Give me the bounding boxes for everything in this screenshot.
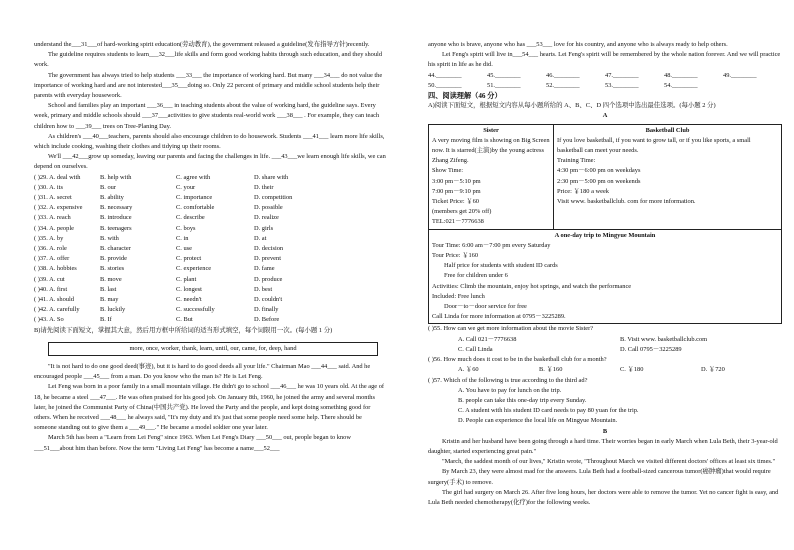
ad-line: A very moving film is showing on Big Screen now. It is starred(主演)by the young actress Zhang Zifeng. [432,136,550,165]
mcq-row: ( )36. A. role B. character C. use D. decision [34,245,284,253]
ad-line: Half price for students with student ID cards [444,262,558,270]
ad-line: 2:30 pm－5:00 pm on weekends [557,177,641,185]
left-column [34,40,386,454]
option[interactable]: B. ￥160 [539,366,563,374]
mcq-row: ( )33. A. reach B. introduce C. describe D. realize [34,214,279,222]
right-column [428,40,782,508]
option[interactable]: C. ￥180 [620,366,644,374]
answer-blank[interactable]: 49.________ [723,71,757,79]
mcq-row: ( )37. A. offer B. provide C. protect D. prevent [34,255,281,263]
ad-line: Show Time: [432,167,464,175]
cloze-paragraph: The guideline requires students to learn___32___life skills and form good working habits through such education, and they should work. [34,51,383,69]
lei-feng-paragraph: anyone who is brave, anyone who has ___53___ love for his country, and anyone who is always ready to help others. [428,41,728,48]
answer-blank[interactable]: 45.________ [487,71,521,79]
ad-line: Free for children under 6 [444,272,508,280]
passage-b-paragraph: The girl had surgery on March 26. After five long hours, her doctors were able to remove the tumor. Yet no cancer fight is easy, and Lula Beth needed chemotherapy(化疗)for the following weeks. [428,488,779,506]
ad-line: 7:00 pm－9:10 pm [432,187,481,195]
answer-blank[interactable]: 46.________ [546,71,580,79]
section-instruction: A)阅读下面短文，根据短文内容从每小题所给的 A、B、C、D 四个选项中选出最佳选项。(每小题 2 分) [428,102,716,110]
passage-b-paragraph: By March 23, they were almost mad for the answers. Lula Beth had a football-sized cancerous tumor(癌肿瘤)that would require surgery(手术) to remove. [428,468,771,486]
mcq-row: ( )34. A. people B. teenagers C. boys D. girls [34,224,274,232]
option[interactable]: C. Call Linda [458,345,493,353]
mcq-row: ( )41. A. should B. may C. needn't D. couldn't [34,296,283,304]
answer-blank[interactable]: 53.________ [605,81,639,89]
answer-blanks [428,81,782,91]
answer-blank[interactable]: 52.________ [546,81,580,89]
option[interactable]: A. ￥60 [458,366,479,374]
ad-line: Visit www. basketballclub. com for more information. [557,198,696,206]
mcq-row: ( )30. A. its B. our C. your D. their [34,183,274,191]
answer-blank[interactable]: 44.________ [428,71,462,79]
mcq-row: ( )39. A. cut B. move C. plant D. produce [34,275,283,283]
answer-blank[interactable]: 51.________ [487,81,521,89]
ad-title: A one-day trip to Mingyue Mountain [554,231,656,239]
passage-b-paragraph: Kristin and her husband have been going through a hard time. Their worries began in early March when Lula Beth, their 3-year-old daughter, started experiencing great pain." [428,437,778,455]
question-stem: ( )56. How much does it cost to be in the basketball club for a month? [428,356,607,364]
lei-feng-paragraph: "It is not hard to do one good deed(事迹), but it is hard to do good deeds all your life." Chairman Mao ___44___ said. And he encouraged people ___45___ from a man. Do you know who the man is? He is Lei Feng. [34,362,371,381]
ads-row [429,125,781,230]
cloze-paragraph: As children's ___40___teachers, parents should also encourage children to do housework. Students ___41___ learn more life skills, which include cooking, washing their clothes and tidying up their rooms. [34,132,385,151]
answer-blank[interactable]: 47.________ [605,71,639,79]
part-label: A [602,112,608,120]
mcq-list [34,173,386,326]
option[interactable]: C. A student with his student ID card needs to pay 80 yuan for the trip. [458,407,639,415]
ad-line: (members get 20% off) [432,208,492,216]
word-box: more, once, worker, thank, learn, until, our, came, for, deep, hand [48,342,378,356]
cloze-paragraph: We'll ___42___grow up someday, leaving our parents and facing the challenges in life. ___43___we learn enough life skills, we can depend on ourselves. [34,153,386,171]
ad-line: Training Time: [557,157,596,165]
answer-blank[interactable]: 54.________ [664,81,698,89]
option[interactable]: D. People can experience the local life on Mingyue Mountain. [458,417,618,425]
option[interactable]: D. ￥720 [701,366,725,374]
part-label: B [602,427,608,435]
ad-line: Ticket Price: ￥60 [432,198,479,206]
option[interactable]: A. You have to pay for lunch on the trip. [458,386,562,394]
section-title: 四、阅读理解（46 分） [428,92,502,101]
ad-line: If you love basketball, if you want to grow tall, or if you like sports, a small basketball can meet your needs. [557,136,751,155]
ads-table [428,124,782,325]
ad-line: Activities: Climb the mountain, enjoy hot springs, and watch the performance [432,282,632,290]
option[interactable]: B. people can take this one-day trip every Sunday. [458,396,587,404]
mcq-row: ( )29. A. deal with B. help with C. agree with D. share with [34,173,289,181]
ad-line: Call Linda for more information at 0795－3225289. [432,313,566,321]
question-56 [428,355,782,375]
option[interactable]: D. Call 0795－3225289 [620,345,682,353]
cloze-paragraph: School and families play an important ___36___ in teaching students about the value of working hard, the guideline says. Every week, primary and middle schools should ___37___activities to give students real-world work ___38___ . For example, they can teach children how to ___39___ trees on Tree-Planing Day. [34,102,380,130]
ad-line: TEL:021－7776638 [432,218,484,226]
ad-line: Included: Free lunch [432,292,485,300]
lei-feng-paragraph: Lei Feng was born in a poor family in a small mountain village. He didn't go to school ___46___ he was 10 years old. At the age of 18, he became a steel ___47___. He was often praised for his good job. On January 8th, 1960, he joined the army and several months later, he joined the Communist Party of China(中国共产党). He loved the Party and the people, and kept doing something good for others. When he received ___48___ he always said, "It's my duty and it's just that some people need some help. There should be someone standing out to give them a ___49___." He became a model soldier one year later. [34,383,385,432]
passage-b-paragraph: "March, the saddest month of our lives," Kristin wrote, "Throughout March we visited different doctors' offices at least six times." [442,458,776,466]
mcq-row: ( )43. A. So B. If C. But D. Before [34,316,280,324]
ad-line: 3:00 pm－5:10 pm [432,177,481,185]
option[interactable]: A. Call 021－7776638 [458,335,517,343]
question-stem: ( )57. Which of the following is true according to the third ad? [428,376,588,384]
answer-blank[interactable]: 48.________ [664,71,698,79]
question-55 [428,324,782,355]
mcq-row: ( )40. A. first B. last C. longest D. best [34,285,273,293]
ad-mountain-trip [429,230,781,324]
mcq-row: ( )32. A. expensive B. necessary C. comfortable D. possible [34,204,283,212]
ad-line: Tour Time: 6:00 am－7:00 pm every Saturday [432,241,551,249]
ad-sister [429,125,554,229]
mcq-row: ( )38. A. hobbies B. stories C. experience D. fame [34,265,275,273]
ad-basketball-club [554,125,781,229]
ad-line: Price: ￥180 a week [557,187,609,195]
ad-title: Basketball Club [645,126,690,134]
question-57 [428,376,782,427]
ad-line: 4:30 pm－6:00 pm on weekdays [557,167,641,175]
cloze-paragraph: understand the___31___of hard-working spirit education(劳动教育), the government released a guideline(发布指导方针)recently. [34,41,370,48]
ad-line: Tour Price: ￥160 [432,252,479,260]
mcq-row: ( )42. A. carefully B. luckily C. successfully D. finally [34,306,279,314]
answer-blank[interactable]: 50.________ [428,81,462,89]
option[interactable]: B. Visit www. basketballclub.com [620,335,708,343]
ad-line: Door－to－door service for free [444,303,527,311]
section-b-instruction: B)请先阅读下面短文，掌握其大意，然后用方框中所给词的适当形式填空，每个词限用一次。(每小题 1 分) [34,326,333,334]
lei-feng-paragraph: March 5th has been a "Learn from Lei Feng" since 1963. When Lei Feng's Diary ___50___ out, people began to know ___51___about him than before. Now the term "Living Lei Feng" has become a name___52___ [34,434,351,452]
question-stem: ( )55. How can we get more information about the movie Sister? [428,325,594,333]
mcq-row: ( )35. A. by B. with C. in D. at [34,234,267,242]
lei-feng-paragraph: Lei Feng's spirit will live in___54___ hearts. Lei Feng's spirit will be remembered by the whole nation forever. And we will practice his spirit in life as he did. [428,51,781,69]
ad-title: Sister [483,126,499,134]
cloze-paragraph: The government has always tried to help students ___33___ the importance of working hard. But many ___34___ do not value the importance of working hard and are not interested___35___doing so. Only 22 percent of primary and middle school students help their parents with everyday housework. [34,71,383,100]
answer-blanks [428,71,782,81]
mcq-row: ( )31. A. secret B. ability C. importance D. competition [34,194,293,202]
